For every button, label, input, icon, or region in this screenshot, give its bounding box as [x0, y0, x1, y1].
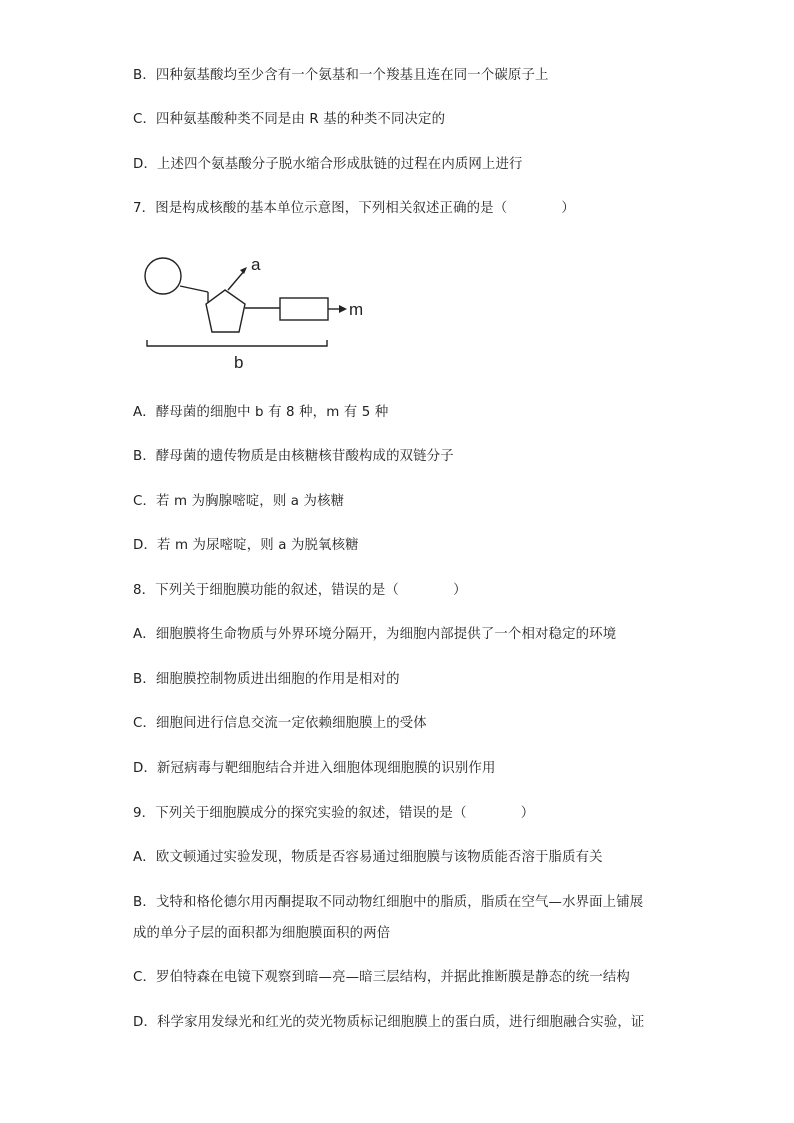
- option-9b: B．戈特和格伦德尔用丙酮提取不同动物红细胞中的脂质，脂质在空气—水界面上铺展: [133, 895, 644, 910]
- option-9b-continued: 成的单分子层的面积都为细胞膜面积的两倍: [133, 926, 391, 941]
- phosphate-circle: [145, 258, 181, 294]
- line-1: B．四种氨基酸均至少含有一个氨基和一个羧基且连在同一个碳原子上: [133, 68, 549, 83]
- line-2: C．四种氨基酸种类不同是由 R 基的种类不同决定的: [133, 112, 446, 127]
- arrow-a-head: [240, 267, 247, 274]
- brace-b: [147, 340, 327, 346]
- option-9c: C．罗伯特森在电镜下观察到暗—亮—暗三层结构，并据此推断膜是静态的统一结构: [133, 970, 630, 985]
- pentose-pentagon: [206, 290, 245, 332]
- label-a: a: [251, 255, 261, 274]
- arrow-m-head: [339, 305, 347, 313]
- option-7c: C．若 m 为胸腺嘧啶，则 a 为核糖: [133, 494, 345, 509]
- base-rectangle: [280, 298, 328, 320]
- option-7a: A．酵母菌的细胞中 b 有 8 种，m 有 5 种: [133, 405, 389, 420]
- line-3: D．上述四个氨基酸分子脱水缩合形成肽链的过程在内质网上进行: [133, 157, 523, 172]
- option-8c: C．细胞间进行信息交流一定依赖细胞膜上的受体: [133, 716, 427, 731]
- question-8-stem: 8．下列关于细胞膜功能的叙述，错误的是（ ）: [133, 583, 467, 598]
- label-b: b: [234, 353, 244, 372]
- option-7b: B．酵母菌的遗传物质是由核糖核苷酸构成的双链分子: [133, 449, 454, 464]
- question-7-stem: 7．图是构成核酸的基本单位示意图，下列相关叙述正确的是（ ）: [133, 201, 575, 216]
- label-m: m: [349, 300, 364, 319]
- option-8a: A．细胞膜将生命物质与外界环境分隔开，为细胞内部提供了一个相对稳定的环境: [133, 627, 617, 642]
- option-9a: A．欧文顿通过实验发现，物质是否容易通过细胞膜与该物质能否溶于脂质有关: [133, 850, 603, 865]
- arrow-a-line: [228, 270, 245, 290]
- phosphate-bond: [180, 286, 208, 292]
- option-8b: B．细胞膜控制物质进出细胞的作用是相对的: [133, 672, 400, 687]
- question-9-stem: 9．下列关于细胞膜成分的探究实验的叙述，错误的是（ ）: [133, 806, 535, 821]
- nucleotide-diagram: [140, 248, 380, 378]
- option-8d: D．新冠病毒与靶细胞结合并进入细胞体现细胞膜的识别作用: [133, 761, 496, 776]
- option-7d: D．若 m 为尿嘧啶，则 a 为脱氧核糖: [133, 538, 359, 553]
- option-9d: D．科学家用发绿光和红光的荧光物质标记细胞膜上的蛋白质，进行细胞融合实验，证: [133, 1015, 645, 1030]
